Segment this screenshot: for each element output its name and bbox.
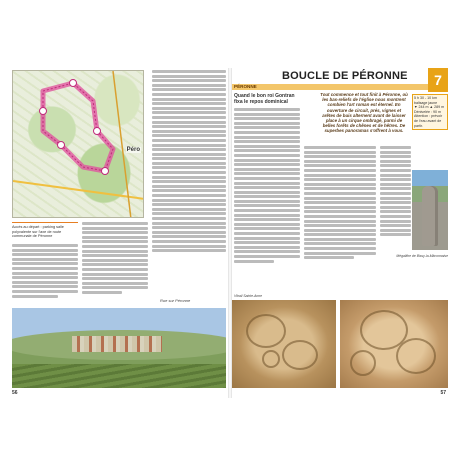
map-place-label: Péro xyxy=(126,147,140,153)
title-bar xyxy=(232,70,448,84)
info-distance: 5 h 30 - 10 km xyxy=(414,96,437,100)
section-heading: Quand le bon roi Gontran fixa le repos dominical xyxy=(234,93,295,105)
left-photo-caption: Rue sur Péronne xyxy=(160,298,191,303)
church-carving-photo-1 xyxy=(232,300,336,388)
location-tag-bar xyxy=(232,84,428,90)
carving-caption: Vitrail Sainte-Anne xyxy=(234,294,263,298)
info-balisage: balisage jaune xyxy=(414,100,438,105)
left-page xyxy=(10,68,228,398)
info-altitude: ▼ 244 m ▲ 289 m xyxy=(414,105,445,110)
route-number-badge: 7 xyxy=(428,68,448,92)
left-page-number: 56 xyxy=(12,390,18,396)
intro-text: Tout commence et tout finit à Péronne, où les bas-reliefs de l'église nous montrent combien l'art roman est éternel. En ouverture de circuit, prés, vignes et arêtes de buis alternent avant de laisser place à un cirque ombragé, parmi de belles forêts de chênes et de hêtres. De superbes panoramas s'offrent à vous. xyxy=(320,92,408,134)
right-page-number: 57 xyxy=(440,390,446,396)
left-text-column-2 xyxy=(82,222,148,296)
right-text-column-1 xyxy=(234,108,300,264)
page-title: BOUCLE DE PÉRONNE xyxy=(282,70,408,82)
stone-caption: Mégalithe de Bissy-la-Mâconnaise xyxy=(396,254,448,258)
left-text-column-1 xyxy=(12,244,78,299)
access-legend xyxy=(12,222,78,239)
village-landscape-photo xyxy=(12,308,226,388)
book-spread xyxy=(10,68,448,398)
route-info-box xyxy=(412,94,448,130)
location-tag: PÉRONNE xyxy=(234,84,257,89)
standing-stone-photo xyxy=(412,170,448,250)
church-carving-photo-2 xyxy=(340,300,448,388)
right-page xyxy=(232,68,448,398)
right-text-column-2 xyxy=(304,146,376,261)
info-denivele: Dénivelée : 90 m xyxy=(414,109,441,114)
info-attention: Attention : prévoir de l'eau avant de partir. xyxy=(414,114,443,128)
left-text-column-3 xyxy=(152,70,226,254)
route-map xyxy=(12,70,144,218)
access-legend-text: Accès au départ : parking salle polyvalente sur l'axe de route communale de Péronne xyxy=(12,225,64,239)
